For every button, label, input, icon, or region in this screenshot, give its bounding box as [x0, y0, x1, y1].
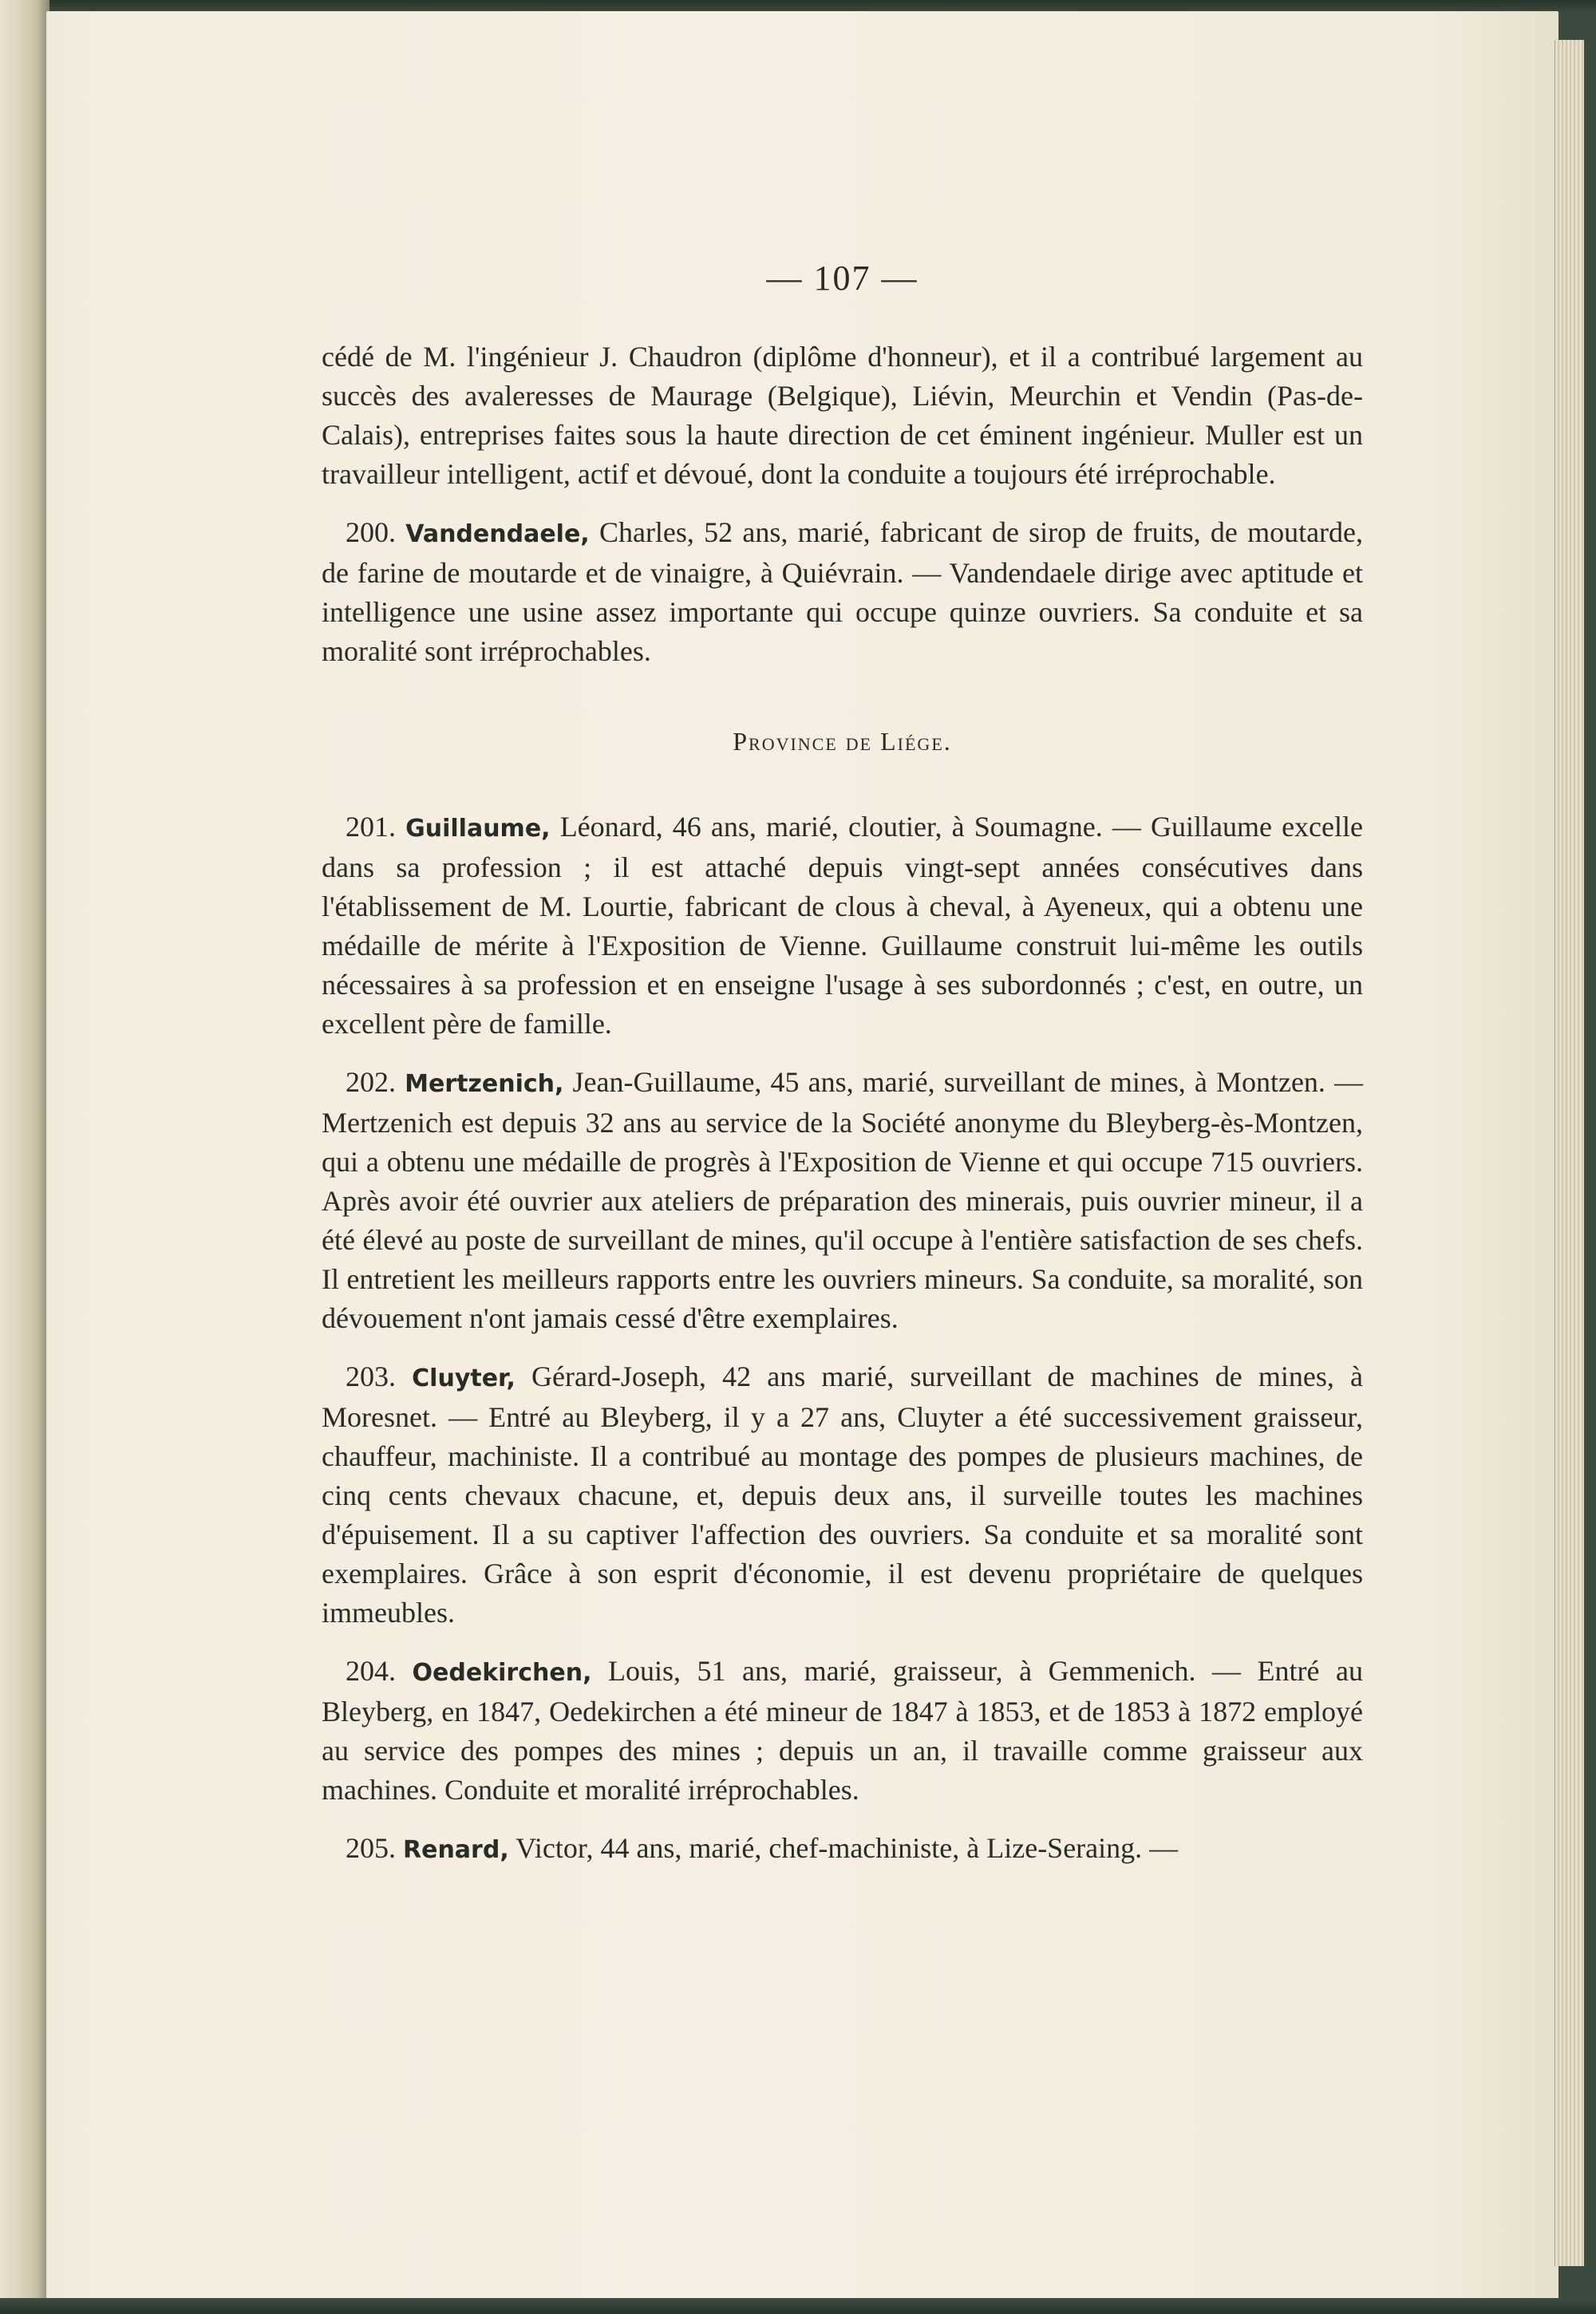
entry-text: Jean-Guillaume, 45 ans, marié, surveillant de mines, à Montzen. — Mertzenich est depuis 32 ans au service de la Société anonyme du Bleyberg-ès-Montzen, qui a obtenu une médaille de progrès à l'Exposition de Vienne et qui occupe 715 ouvriers. Après avoir été ouvrier aux ateliers de préparation des minerais, puis ouvrier mineur, il a été élevé au poste de surveillant de mines, qu'il occupe à l'entière satisfaction de ses chefs. Il entretient les meilleurs rapports entre les ouvriers mineurs. Sa conduite, sa moralité, son dévouement n'ont jamais cessé d'être exemplaires.	[322, 1066, 1364, 1334]
book-gutter	[0, 0, 49, 2314]
paragraph-continuation: cédé de M. l'ingénieur J. Chaudron (diplôme d'honneur), et il a contribué largement au succès des avaleresses de Maurage (Belgique), Liévin, Meurchin et Vendin (Pas-de-Calais), entreprises faites sous la haute direction de cet éminent ingénieur. Muller est un travailleur intelligent, actif et dévoué, dont la conduite a toujours été irréprochable.	[322, 341, 1363, 490]
entry-204	[322, 1652, 1363, 1810]
entry-number: 202.	[346, 1066, 396, 1098]
entry-number: 203.	[346, 1360, 396, 1392]
entry-text: Louis, 51 ans, marié, graisseur, à Gemmenich. — Entré au Bleyberg, en 1847, Oedekirchen a été mineur de 1847 à 1853, et de 1853 à 1872 employé au service des pompes des mines ; depuis un an, il travaille comme graisseur aux machines. Conduite et moralité irréprochables.	[322, 1655, 1364, 1806]
entry-200	[322, 513, 1363, 671]
entry-text: Gérard-Joseph, 42 ans marié, surveillant de machines de mines, à Moresnet. — Entré au Bleyberg, il y a 27 ans, Cluyter a été successivement graisseur, chauffeur, machiniste. Il a contribué au montage des pompes de plusieurs machines, de cinq cents chevaux chacune, et, depuis deux ans, il surveille toutes les machines d'épuisement. Il a su captiver l'affection des ouvriers. Sa conduite et sa moralité sont exemplaires. Grâce à son esprit d'économie, il est devenu propriétaire de quelques immeubles.	[322, 1360, 1364, 1629]
entry-number: 205.	[346, 1832, 396, 1864]
entry-name: Oedekirchen,	[412, 1659, 592, 1687]
section-heading: Province de Liége.	[733, 727, 952, 756]
entry-number: 200.	[346, 516, 396, 548]
book-cover-bottom-edge	[0, 2298, 1596, 2314]
document-page	[46, 11, 1558, 2301]
entry-name: Cluyter,	[412, 1364, 516, 1392]
entry-text: Léonard, 46 ans, marié, cloutier, à Soumagne. — Guillaume excelle dans sa profession ; il est attaché depuis vingt-sept années consécutives dans l'établissement de M. Lourtie, fabricant de clous à cheval, à Ayeneux, qui a obtenu une médaille de mérite à l'Exposition de Vienne. Guillaume construit lui-même les outils nécessaires à sa profession et en enseigne l'usage à ses subordonnés ; c'est, en outre, un excellent père de famille.	[322, 811, 1363, 1040]
entry-202	[322, 1063, 1363, 1338]
entry-text: Charles, 52 ans, marié, fabricant de sirop de fruits, de moutarde, de farine de moutarde et de vinaigre, à Quiévrain. — Vandendaele dirige avec aptitude et intelligence une usine assez importante qui occupe quinze ouvriers. Sa conduite et sa moralité sont irréprochables.	[322, 516, 1364, 667]
entry-number: 204.	[346, 1655, 396, 1687]
page-edges	[1555, 40, 1584, 2266]
page-number: — 107 —	[766, 259, 918, 298]
entry-name: Vandendaele,	[405, 520, 590, 548]
entry-201	[322, 808, 1363, 1044]
entry-name: Renard,	[403, 1836, 509, 1864]
entry-205	[322, 1829, 1363, 1870]
entry-name: Mertzenich,	[405, 1070, 564, 1098]
entry-number: 201.	[346, 811, 396, 843]
page-content	[322, 259, 1363, 1889]
entry-203	[322, 1357, 1363, 1633]
entry-name: Guillaume,	[405, 815, 551, 843]
entry-text: Victor, 44 ans, marié, chef-machiniste, à Lize-Seraing. —	[516, 1832, 1179, 1864]
